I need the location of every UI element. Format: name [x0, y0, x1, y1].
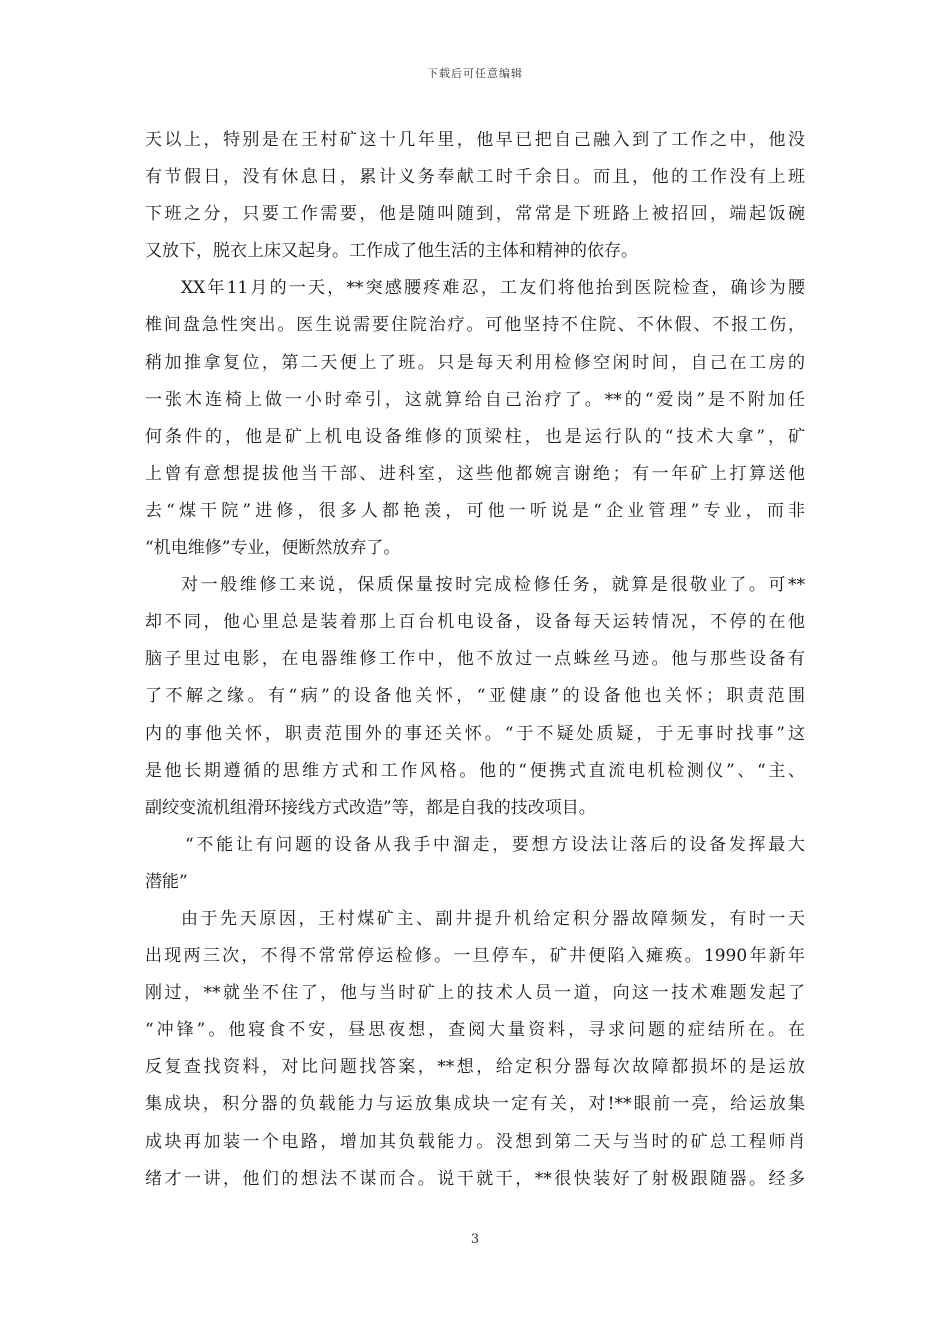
text-line: “机电维修”专业，便断然放弃了。 — [145, 538, 401, 559]
paragraph-first-line: XX年11月的一天，**突感腰疼难忍，工友们将他抬到医院检查，确诊为腰 — [181, 278, 805, 299]
text-line: 去“煤干院”进修，很多人都艳羡，可他一听说是“企业管理”专业，而非 — [145, 500, 805, 521]
text-line: 反复查找资料，对比问题找答案，**想，给定积分器每次故障都损坏的是运放 — [145, 1057, 805, 1078]
text-line: 绪才一讲，他们的想法不谋而合。说干就干，**很快装好了射极跟随器。经多 — [145, 1168, 805, 1189]
text-line: 下班之分，只要工作需要，他是随叫随到，常常是下班路上被招回，端起饭碗 — [145, 204, 805, 225]
text-line: 成块再加装一个电路，增加其负载能力。没想到第二天与当时的矿总工程师肖 — [145, 1131, 805, 1152]
text-line: 一张木连椅上做一小时牵引，这就算给自己治疗了。**的“爱岗”是不附加任 — [145, 389, 805, 410]
text-line: 是他长期遵循的思维方式和工作风格。他的“便携式直流电机检测仪”、“主、 — [145, 760, 805, 781]
page-header: 下载后可任意编辑 — [427, 67, 523, 80]
text-line: 出现两三次，不得不常常停运检修。一旦停车，矿井便陷入瘫痪。1990年新年 — [145, 946, 805, 967]
text-line: “冲锋”。他寝食不安，昼思夜想，查阅大量资料，寻求问题的症结所在。在 — [145, 1020, 805, 1041]
text-line: 了不解之缘。有“病”的设备他关怀，“亚健康”的设备他也关怀；职责范围 — [145, 686, 805, 707]
text-line: 何条件的，他是矿上机电设备维修的顶梁柱，也是运行队的“技术大拿”，矿 — [145, 426, 805, 447]
paragraph-first-line: 对一般维修工来说，保质保量按时完成检修任务，就算是很敬业了。可** — [181, 575, 805, 596]
text-line: 又放下，脱衣上床又起身。工作成了他生活的主体和精神的依存。 — [145, 241, 638, 262]
text-line: 稍加推拿复位，第二天便上了班。只是每天利用检修空闲时间，自己在工房的 — [145, 352, 805, 373]
text-line: 副绞变流机组滑环接线方式改造”等，都是自我的技改项目。 — [145, 797, 596, 818]
text-line: 上曾有意想提拔他当干部、进科室，这些他都婉言谢绝；有一年矿上打算送他 — [145, 463, 805, 484]
section-heading: “不能让有问题的设备从我手中溜走，要想方设法让落后的设备发挥最大 — [185, 834, 805, 855]
paragraph-first-line: 由于先天原因，王村煤矿主、副井提升机给定积分器故障频发，有时一天 — [181, 908, 805, 929]
page-number: 3 — [470, 1232, 480, 1247]
text-line: 脑子里过电影，在电器维修工作中，他不放过一点蛛丝马迹。他与那些设备有 — [145, 649, 805, 670]
text-line: 有节假日，没有休息日，累计义务奉献工时千余日。而且，他的工作没有上班 — [145, 167, 805, 188]
text-line: 天以上，特别是在王村矿这十几年里，他早已把自己融入到了工作之中，他没 — [145, 130, 805, 150]
text-line: 椎间盘急性突出。医生说需要住院治疗。可他坚持不住院、不休假、不报工伤， — [145, 315, 805, 336]
text-line: 集成块，积分器的负载能力与运放集成块一定有关，对!**眼前一亮，给运放集 — [145, 1094, 805, 1115]
text-line: 刚过，**就坐不住了，他与当时矿上的技术人员一道，向这一技术难题发起了 — [145, 983, 805, 1004]
section-heading: 潜能” — [145, 871, 188, 892]
text-line: 内的事他关怀，职责范围外的事还关怀。“于不疑处质疑，于无事时找事”这 — [145, 723, 805, 744]
document-body — [145, 122, 805, 1198]
text-line: 却不同，他心里总是装着那上百台机电设备，设备每天运转情况，不停的在他 — [145, 612, 805, 633]
